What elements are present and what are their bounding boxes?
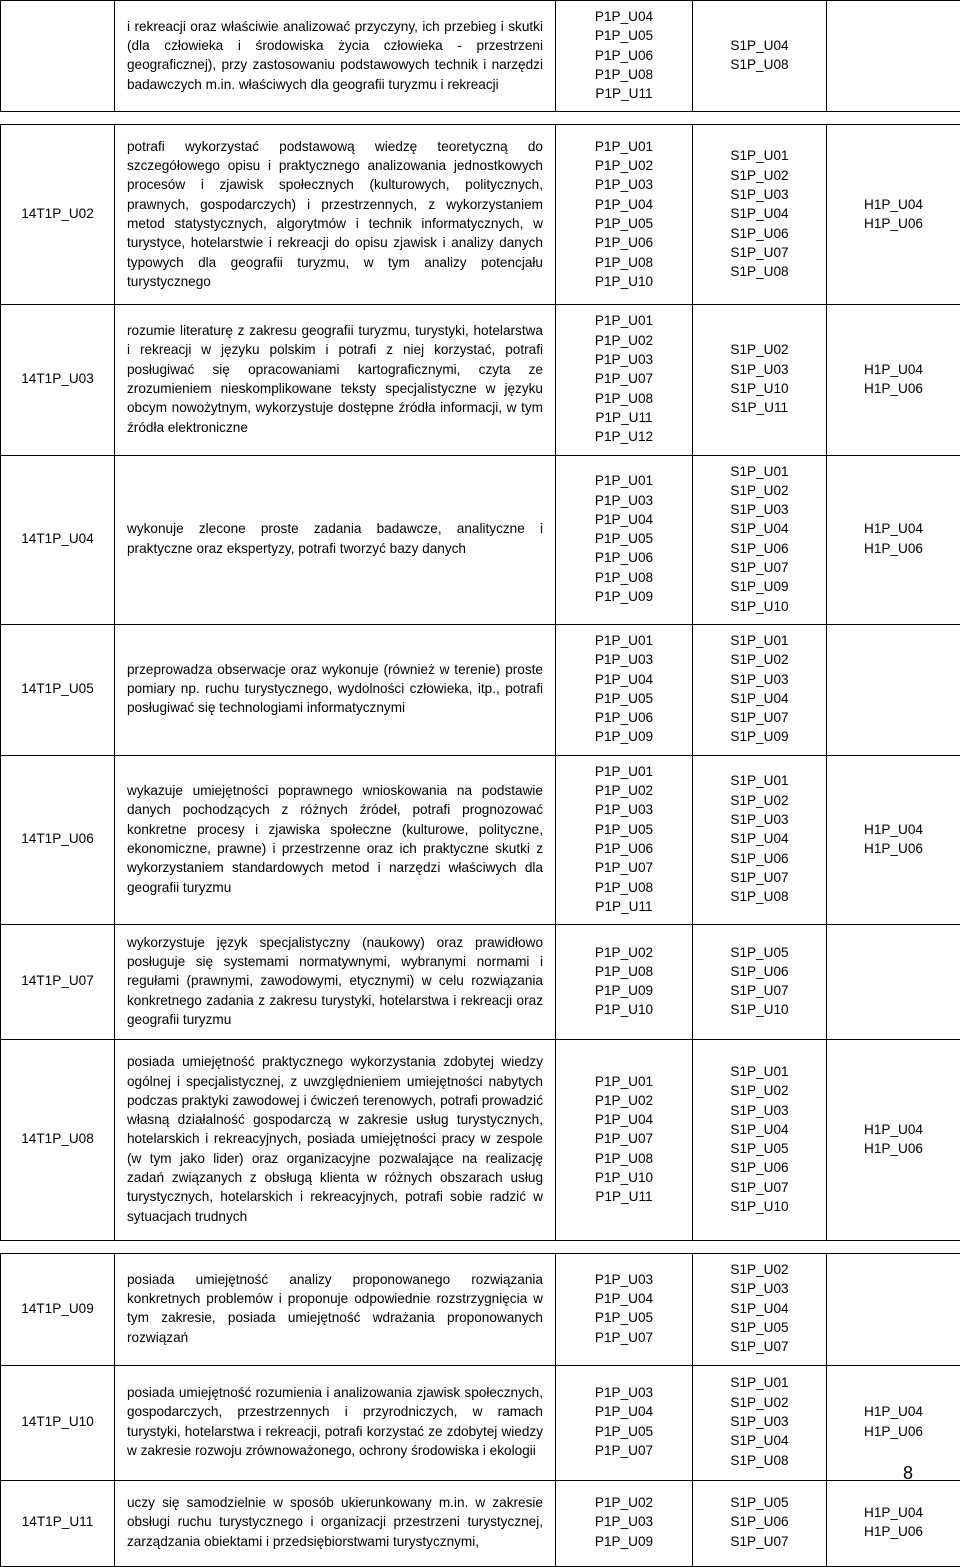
s1p-reference: S1P_U04 xyxy=(705,689,814,708)
p1p-reference: P1P_U02 xyxy=(568,1091,680,1110)
table-row xyxy=(1,925,960,1040)
p1p-reference: P1P_U06 xyxy=(568,46,680,65)
outcome-code: 14T1P_U11 xyxy=(1,1480,115,1566)
s1p-reference: S1P_U05 xyxy=(705,943,814,962)
s1p-references xyxy=(693,125,827,305)
s1p-reference: S1P_U04 xyxy=(705,1431,814,1450)
h1p-reference: H1P_U04 xyxy=(839,519,948,538)
p1p-reference: P1P_U01 xyxy=(568,311,680,330)
h1p-reference: H1P_U06 xyxy=(839,1139,948,1158)
outcome-description: potrafi wykorzystać podstawową wiedzę teoretyczną do szczegółowego opisu i praktycznego analizowania jednostkowych procesów i zjawisk społecznych (kulturowych, politycznych, prawnych, gospodarczych) i przestrzennych, z wykorzystaniem metod statystycznych, algorytmów i technik informatycznych, w turystyce, hotelarstwie i rekreacji do opisu zjawisk i analizy danych typowych dla geografii turyzmu, w tym analizy potencjału turystycznego xyxy=(115,125,556,305)
s1p-reference: S1P_U03 xyxy=(705,185,814,204)
p1p-reference: P1P_U07 xyxy=(568,858,680,877)
h1p-references xyxy=(827,1365,960,1480)
s1p-reference: S1P_U01 xyxy=(705,1062,814,1081)
s1p-reference: S1P_U08 xyxy=(705,55,814,74)
p1p-references xyxy=(556,1,693,112)
s1p-reference: S1P_U03 xyxy=(705,360,814,379)
p1p-reference: P1P_U02 xyxy=(568,943,680,962)
p1p-reference: P1P_U03 xyxy=(568,175,680,194)
s1p-reference: S1P_U02 xyxy=(705,166,814,185)
h1p-references xyxy=(827,624,960,755)
outcome-description: posiada umiejętność analizy proponowanego rozwiązania konkretnych problemów i proponuje odpowiednie rozstrzygnięcia w tym zakresie, posiada umiejętność wdrażania proponowanych rozwiązań xyxy=(115,1254,556,1365)
h1p-references xyxy=(827,1254,960,1365)
outcome-code: 14T1P_U10 xyxy=(1,1365,115,1480)
p1p-reference: P1P_U08 xyxy=(568,253,680,272)
h1p-reference: H1P_U04 xyxy=(839,195,948,214)
outcome-description: posiada umiejętność praktycznego wykorzystania zdobytej wiedzy ogólnej i specjalistycznej, z uwzględnieniem umiejętności nabytych podczas praktyki zawodowej i ćwiczeń terenowych, potrafi prowadzić własną działalność gospodarczą w zakresie usług turystycznych, hotelarskich i rekreacyjnych, posiada umiejętności pracy w zespole (w tym jako lider) oraz organizacyjne pozwalające na realizację zadań związanych z obsługą klienta w różnych obszarach usług turystycznych, hotelarskich i rekreacyjnych, potrafi sobie radzić w sytuacjach trudnych xyxy=(115,1040,556,1241)
h1p-references xyxy=(827,1040,960,1241)
p1p-reference: P1P_U03 xyxy=(568,650,680,669)
p1p-reference: P1P_U08 xyxy=(568,389,680,408)
s1p-reference: S1P_U10 xyxy=(705,597,814,616)
p1p-reference: P1P_U04 xyxy=(568,510,680,529)
s1p-reference: S1P_U02 xyxy=(705,650,814,669)
p1p-reference: P1P_U03 xyxy=(568,491,680,510)
p1p-reference: P1P_U08 xyxy=(568,878,680,897)
s1p-reference: S1P_U07 xyxy=(705,1532,814,1551)
p1p-reference: P1P_U05 xyxy=(568,820,680,839)
s1p-reference: S1P_U07 xyxy=(705,868,814,887)
outcome-code: 14T1P_U07 xyxy=(1,925,115,1040)
s1p-reference: S1P_U01 xyxy=(705,771,814,790)
p1p-references xyxy=(556,755,693,924)
p1p-reference: P1P_U02 xyxy=(568,1493,680,1512)
p1p-reference: P1P_U09 xyxy=(568,587,680,606)
s1p-reference: S1P_U04 xyxy=(705,519,814,538)
outcome-code: 14T1P_U09 xyxy=(1,1254,115,1365)
p1p-reference: P1P_U12 xyxy=(568,427,680,446)
outcome-code: 14T1P_U06 xyxy=(1,755,115,924)
table-row xyxy=(1,1,960,112)
outcome-description: posiada umiejętność rozumienia i analizowania zjawisk społecznych, gospodarczych, przestrzennych i przyrodniczych, w ramach turystyki, hotelarstwa i rekreacji, potrafi korzystać ze zdobytej wiedzy w zakresie rozwoju zrównoważonego, ochrony środowiska i ekologii xyxy=(115,1365,556,1480)
s1p-reference: S1P_U06 xyxy=(705,539,814,558)
p1p-reference: P1P_U07 xyxy=(568,1129,680,1148)
h1p-references xyxy=(827,305,960,455)
p1p-reference: P1P_U08 xyxy=(568,65,680,84)
h1p-references xyxy=(827,925,960,1040)
outcome-code: 14T1P_U08 xyxy=(1,1040,115,1241)
s1p-reference: S1P_U04 xyxy=(705,36,814,55)
p1p-reference: P1P_U05 xyxy=(568,1308,680,1327)
h1p-references xyxy=(827,455,960,624)
p1p-reference: P1P_U09 xyxy=(568,1532,680,1551)
h1p-reference: H1P_U06 xyxy=(839,539,948,558)
s1p-reference: S1P_U01 xyxy=(705,631,814,650)
s1p-references xyxy=(693,755,827,924)
s1p-reference: S1P_U06 xyxy=(705,224,814,243)
s1p-references xyxy=(693,305,827,455)
p1p-reference: P1P_U05 xyxy=(568,689,680,708)
p1p-reference: P1P_U10 xyxy=(568,1000,680,1019)
table-row xyxy=(1,305,960,455)
s1p-references xyxy=(693,1,827,112)
p1p-reference: P1P_U01 xyxy=(568,1072,680,1091)
s1p-reference: S1P_U01 xyxy=(705,146,814,165)
s1p-reference: S1P_U06 xyxy=(705,962,814,981)
p1p-reference: P1P_U04 xyxy=(568,1402,680,1421)
s1p-reference: S1P_U02 xyxy=(705,340,814,359)
table-row xyxy=(1,624,960,755)
s1p-reference: S1P_U03 xyxy=(705,1101,814,1120)
table-body xyxy=(1,1,960,1567)
s1p-reference: S1P_U07 xyxy=(705,243,814,262)
s1p-reference: S1P_U06 xyxy=(705,849,814,868)
s1p-reference: S1P_U08 xyxy=(705,1451,814,1470)
p1p-reference: P1P_U06 xyxy=(568,548,680,567)
p1p-references xyxy=(556,125,693,305)
p1p-reference: P1P_U03 xyxy=(568,1512,680,1531)
outcome-code: 14T1P_U04 xyxy=(1,455,115,624)
p1p-reference: P1P_U01 xyxy=(568,762,680,781)
page-number: 8 xyxy=(903,1463,913,1484)
p1p-reference: P1P_U04 xyxy=(568,7,680,26)
p1p-references xyxy=(556,1365,693,1480)
p1p-reference: P1P_U06 xyxy=(568,233,680,252)
p1p-reference: P1P_U04 xyxy=(568,195,680,214)
s1p-reference: S1P_U02 xyxy=(705,1260,814,1279)
outcome-description: wykazuje umiejętności poprawnego wnioskowania na podstawie danych pochodzących z różnych źródeł, potrafi prognozować konkretne procesy i zjawiska społeczne (kulturowe, polityczne, ekonomiczne, prawne) i przestrzenne oraz ich praktyczne skutki z wykorzystaniem standardowych metod i narzędzi właściwych dla geografii turyzmu xyxy=(115,755,556,924)
p1p-reference: P1P_U01 xyxy=(568,631,680,650)
p1p-references xyxy=(556,1040,693,1241)
p1p-references xyxy=(556,1254,693,1365)
s1p-reference: S1P_U11 xyxy=(705,398,814,417)
p1p-reference: P1P_U11 xyxy=(568,897,680,916)
s1p-references xyxy=(693,455,827,624)
p1p-reference: P1P_U02 xyxy=(568,781,680,800)
s1p-references xyxy=(693,1365,827,1480)
s1p-reference: S1P_U09 xyxy=(705,727,814,746)
h1p-reference: H1P_U06 xyxy=(839,839,948,858)
p1p-reference: P1P_U02 xyxy=(568,156,680,175)
p1p-reference: P1P_U07 xyxy=(568,369,680,388)
p1p-references xyxy=(556,305,693,455)
s1p-reference: S1P_U10 xyxy=(705,1197,814,1216)
h1p-references xyxy=(827,755,960,924)
s1p-reference: S1P_U07 xyxy=(705,1337,814,1356)
s1p-reference: S1P_U03 xyxy=(705,1279,814,1298)
s1p-references xyxy=(693,624,827,755)
p1p-reference: P1P_U05 xyxy=(568,26,680,45)
p1p-reference: P1P_U04 xyxy=(568,1289,680,1308)
s1p-reference: S1P_U04 xyxy=(705,829,814,848)
s1p-references xyxy=(693,925,827,1040)
s1p-reference: S1P_U08 xyxy=(705,887,814,906)
h1p-reference: H1P_U06 xyxy=(839,1422,948,1441)
s1p-reference: S1P_U01 xyxy=(705,462,814,481)
s1p-reference: S1P_U09 xyxy=(705,577,814,596)
s1p-reference: S1P_U03 xyxy=(705,670,814,689)
s1p-reference: S1P_U07 xyxy=(705,708,814,727)
table-row xyxy=(1,1040,960,1241)
p1p-reference: P1P_U05 xyxy=(568,1422,680,1441)
outcome-description: i rekreacji oraz właściwie analizować przyczyny, ich przebieg i skutki (dla człowieka i środowiska życia człowieka - przestrzeni geograficznej), przy zastosowaniu podstawowych technik i narzędzi badawczych m.in. właściwych dla geografii turyzmu i rekreacji xyxy=(115,1,556,112)
outcome-description: przeprowadza obserwacje oraz wykonuje (również w terenie) proste pomiary np. ruchu turystycznego, wydolności człowieka, itp., potrafi posługiwać się technologiami informatycznymi xyxy=(115,624,556,755)
p1p-reference: P1P_U10 xyxy=(568,272,680,291)
p1p-reference: P1P_U03 xyxy=(568,1270,680,1289)
h1p-reference: H1P_U04 xyxy=(839,1503,948,1522)
outcome-description: wykonuje zlecone proste zadania badawcze, analityczne i praktyczne oraz ekspertyzy, potrafi tworzyć bazy danych xyxy=(115,455,556,624)
p1p-references xyxy=(556,455,693,624)
p1p-reference: P1P_U08 xyxy=(568,1149,680,1168)
s1p-reference: S1P_U10 xyxy=(705,1000,814,1019)
p1p-reference: P1P_U03 xyxy=(568,1383,680,1402)
s1p-reference: S1P_U03 xyxy=(705,810,814,829)
p1p-references xyxy=(556,624,693,755)
p1p-reference: P1P_U03 xyxy=(568,800,680,819)
outcome-description: uczy się samodzielnie w sposób ukierunkowany m.in. w zakresie obsługi ruchu turystycznego i organizacji przestrzeni turystycznej, zarządzania obiektami i przedsiębiorstwami turystycznymi, xyxy=(115,1480,556,1566)
s1p-reference: S1P_U01 xyxy=(705,1373,814,1392)
p1p-reference: P1P_U09 xyxy=(568,727,680,746)
s1p-reference: S1P_U04 xyxy=(705,1299,814,1318)
p1p-reference: P1P_U08 xyxy=(568,568,680,587)
p1p-reference: P1P_U06 xyxy=(568,708,680,727)
outcome-code: 14T1P_U02 xyxy=(1,125,115,305)
p1p-reference: P1P_U10 xyxy=(568,1168,680,1187)
s1p-reference: S1P_U04 xyxy=(705,204,814,223)
h1p-reference: H1P_U06 xyxy=(839,379,948,398)
p1p-reference: P1P_U07 xyxy=(568,1441,680,1460)
p1p-references xyxy=(556,925,693,1040)
s1p-reference: S1P_U05 xyxy=(705,1139,814,1158)
h1p-reference: H1P_U04 xyxy=(839,820,948,839)
h1p-reference: H1P_U06 xyxy=(839,1522,948,1541)
s1p-reference: S1P_U06 xyxy=(705,1158,814,1177)
table-row xyxy=(1,1365,960,1480)
s1p-references xyxy=(693,1480,827,1566)
h1p-references xyxy=(827,1,960,112)
s1p-references xyxy=(693,1040,827,1241)
h1p-reference: H1P_U04 xyxy=(839,1120,948,1139)
outcome-code: 14T1P_U03 xyxy=(1,305,115,455)
table-row xyxy=(1,1254,960,1365)
h1p-references xyxy=(827,1480,960,1566)
s1p-references xyxy=(693,1254,827,1365)
table-row xyxy=(1,125,960,305)
s1p-reference: S1P_U03 xyxy=(705,500,814,519)
p1p-reference: P1P_U08 xyxy=(568,962,680,981)
p1p-reference: P1P_U11 xyxy=(568,84,680,103)
h1p-reference: H1P_U04 xyxy=(839,1402,948,1421)
s1p-reference: S1P_U08 xyxy=(705,262,814,281)
p1p-reference: P1P_U03 xyxy=(568,350,680,369)
table-row xyxy=(1,455,960,624)
outcome-description: wykorzystuje język specjalistyczny (naukowy) oraz prawidłowo posługuje się systemami normatywnymi, wybranymi normami i regułami (prawnymi, zawodowymi, etycznymi) w celu rozwiązania konkretnego zadania z zakresu turystyki, hotelarstwa i rekreacji oraz geografii turyzmu xyxy=(115,925,556,1040)
h1p-reference: H1P_U04 xyxy=(839,360,948,379)
p1p-reference: P1P_U05 xyxy=(568,529,680,548)
s1p-reference: S1P_U10 xyxy=(705,379,814,398)
p1p-reference: P1P_U07 xyxy=(568,1328,680,1347)
p1p-reference: P1P_U04 xyxy=(568,1110,680,1129)
s1p-reference: S1P_U07 xyxy=(705,981,814,1000)
s1p-reference: S1P_U05 xyxy=(705,1493,814,1512)
p1p-reference: P1P_U09 xyxy=(568,981,680,1000)
p1p-reference: P1P_U06 xyxy=(568,839,680,858)
s1p-reference: S1P_U02 xyxy=(705,791,814,810)
s1p-reference: S1P_U02 xyxy=(705,1393,814,1412)
s1p-reference: S1P_U05 xyxy=(705,1318,814,1337)
s1p-reference: S1P_U07 xyxy=(705,1178,814,1197)
table-row xyxy=(1,755,960,924)
outcome-code: 14T1P_U05 xyxy=(1,624,115,755)
outcome-description: rozumie literaturę z zakresu geografii turyzmu, turystyki, hotelarstwa i rekreacji w języku polskim i potrafi z niej korzystać, potrafi posługiwać się opracowaniami kartograficznymi, czyta ze zrozumieniem nieskomplikowane teksty specjalistyczne w języku obcym nowożytnym, wykorzystuje dostępne źródła informacji, w tym źródła elektroniczne xyxy=(115,305,556,455)
p1p-reference: P1P_U04 xyxy=(568,670,680,689)
p1p-reference: P1P_U11 xyxy=(568,1187,680,1206)
p1p-reference: P1P_U02 xyxy=(568,331,680,350)
p1p-reference: P1P_U01 xyxy=(568,471,680,490)
s1p-reference: S1P_U02 xyxy=(705,1081,814,1100)
s1p-reference: S1P_U04 xyxy=(705,1120,814,1139)
p1p-reference: P1P_U11 xyxy=(568,408,680,427)
s1p-reference: S1P_U03 xyxy=(705,1412,814,1431)
s1p-reference: S1P_U07 xyxy=(705,558,814,577)
table-row xyxy=(1,1480,960,1566)
h1p-references xyxy=(827,125,960,305)
p1p-reference: P1P_U01 xyxy=(568,137,680,156)
outcome-code xyxy=(1,1,115,112)
s1p-reference: S1P_U06 xyxy=(705,1512,814,1531)
p1p-reference: P1P_U05 xyxy=(568,214,680,233)
p1p-references xyxy=(556,1480,693,1566)
h1p-reference: H1P_U06 xyxy=(839,214,948,233)
s1p-reference: S1P_U02 xyxy=(705,481,814,500)
